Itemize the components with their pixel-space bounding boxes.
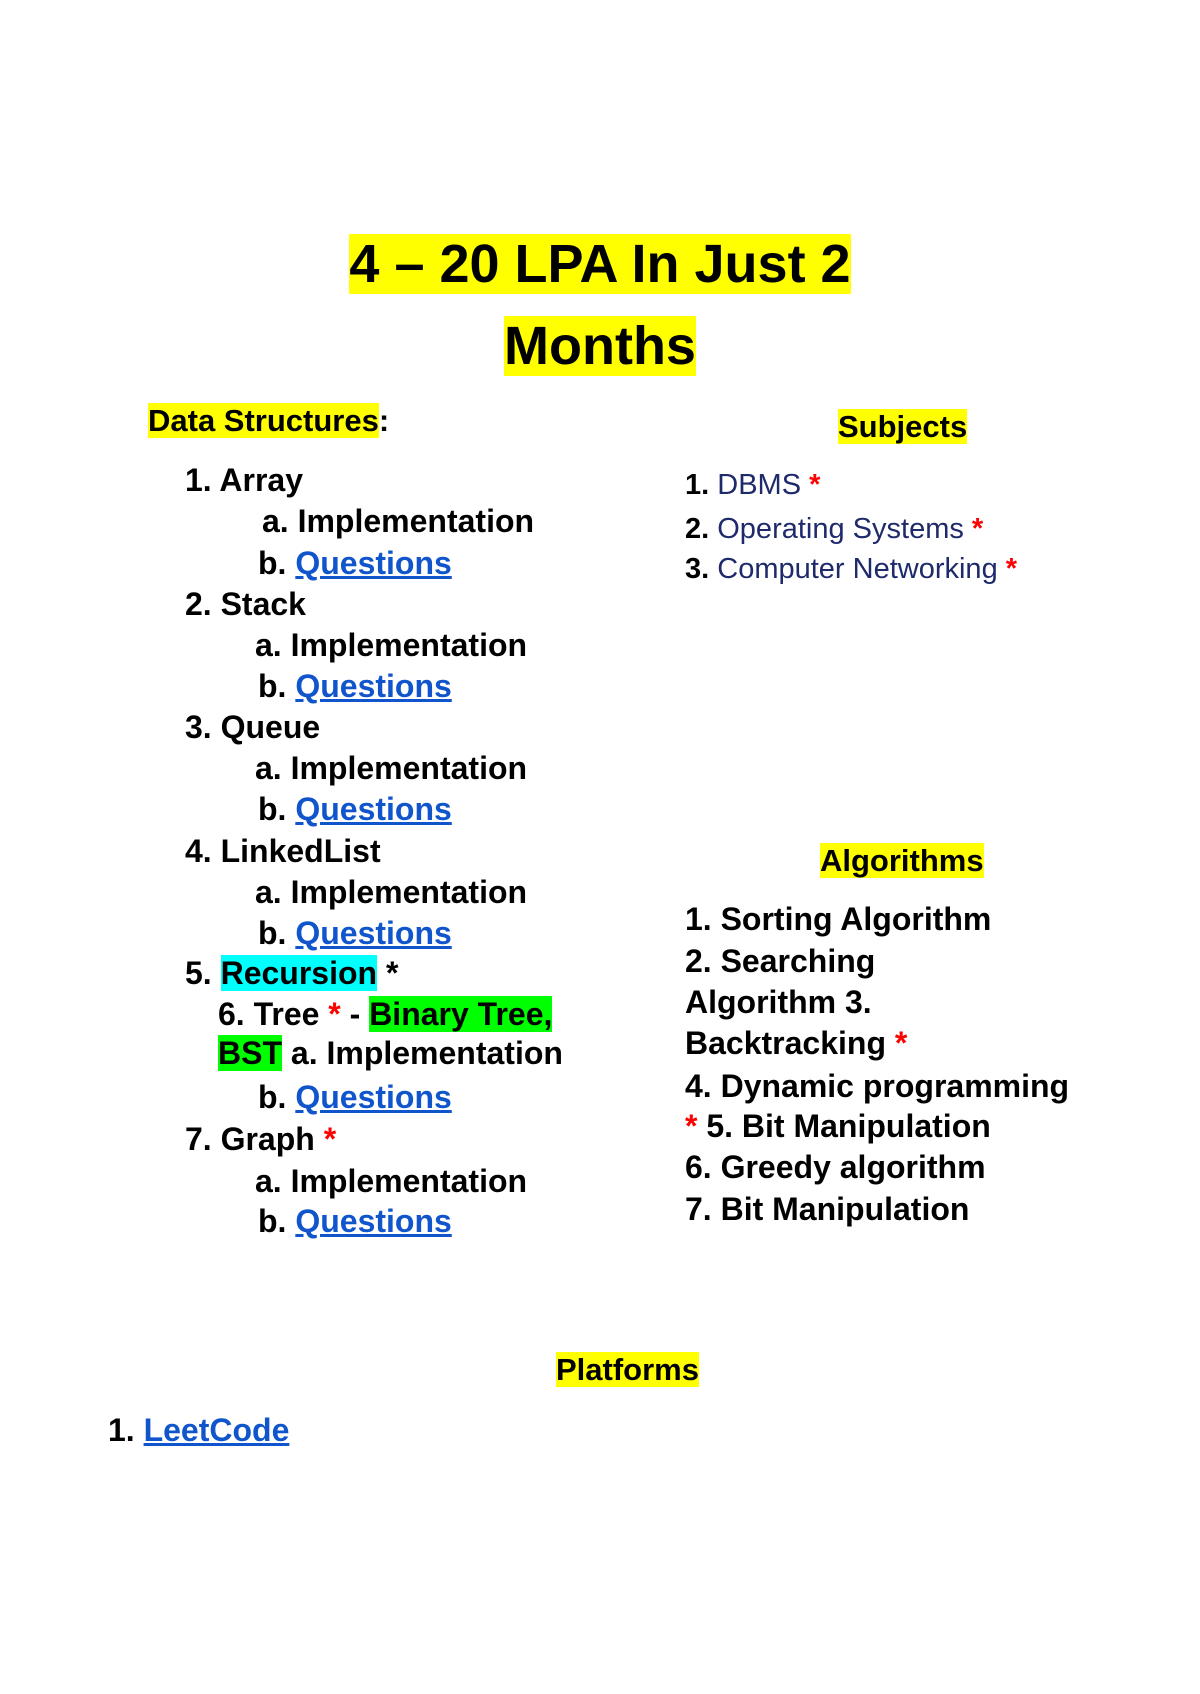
leetcode-link[interactable]: LeetCode [143, 1412, 290, 1448]
ds-item-graph: 7. Graph * [185, 1121, 337, 1157]
ds-tree-questions: b. Questions [258, 1079, 452, 1115]
star-marker: * [1005, 553, 1018, 585]
ds-queue-questions: b. Questions [258, 791, 452, 827]
title-line-1: 4 – 20 LPA In Just 2 [349, 234, 851, 294]
ds-linkedlist-questions: b. Questions [258, 915, 452, 951]
tree-questions-link[interactable]: Questions [295, 1079, 452, 1115]
ds-item-queue: 3. Queue [185, 709, 321, 745]
algorithm-line-3: Algorithm 3. [685, 984, 872, 1020]
star-marker: * [809, 469, 821, 501]
ds-queue-implementation: a. Implementation [255, 750, 528, 786]
algorithm-line-8: 7. Bit Manipulation [685, 1191, 970, 1227]
ds-stack-questions: b. Questions [258, 668, 452, 704]
ds-array-questions: b. Questions [258, 545, 452, 581]
subject-item-dbms: 1. DBMS * [685, 469, 821, 501]
subject-item-networking: 3. Computer Networking * [685, 553, 1018, 585]
ds-item-linkedlist: 4. LinkedList [185, 833, 381, 869]
star-marker: * [894, 1025, 908, 1061]
ds-item-array: 1. Array [185, 462, 303, 498]
stack-questions-link[interactable]: Questions [295, 668, 452, 704]
platforms-heading: Platforms [556, 1352, 699, 1387]
algorithm-line-5: 4. Dynamic programming [685, 1068, 1070, 1104]
ds-array-implementation: a. Implementation [262, 503, 535, 539]
data-structures-heading: Data Structures: [148, 403, 390, 438]
ds-linkedlist-implementation: a. Implementation [255, 874, 528, 910]
binary-tree-highlight: Binary Tree, [369, 996, 553, 1032]
algorithms-heading: Algorithms [820, 843, 984, 878]
title-line-2: Months [504, 316, 696, 376]
star-marker: * [971, 513, 984, 545]
recursion-highlight: Recursion [220, 955, 378, 991]
ds-item-stack: 2. Stack [185, 586, 306, 622]
star-marker: * [328, 996, 341, 1032]
subject-item-os: 2. Operating Systems * [685, 513, 984, 545]
ds-graph-questions: b. Questions [258, 1203, 452, 1239]
linkedlist-questions-link[interactable]: Questions [295, 915, 452, 951]
subjects-heading: Subjects [838, 409, 968, 444]
ds-tree-line-2: BST a. Implementation [218, 1035, 563, 1071]
ds-item-tree: 6. Tree * - Binary Tree, [218, 996, 553, 1032]
star-marker: * [323, 1121, 337, 1157]
ds-stack-implementation: a. Implementation [255, 627, 528, 663]
algorithm-line-4: Backtracking * [685, 1025, 908, 1061]
platform-item-leetcode: 1. LeetCode [108, 1412, 290, 1448]
ds-graph-implementation: a. Implementation [255, 1163, 528, 1199]
bst-highlight: BST [218, 1035, 282, 1071]
algorithm-line-7: 6. Greedy algorithm [685, 1149, 986, 1185]
queue-questions-link[interactable]: Questions [295, 791, 452, 827]
star-marker: * [685, 1108, 698, 1144]
algorithm-line-6: * 5. Bit Manipulation [685, 1108, 991, 1144]
algorithm-line-1: 1. Sorting Algorithm [685, 901, 992, 937]
array-questions-link[interactable]: Questions [295, 545, 452, 581]
ds-item-recursion: 5. Recursion * [185, 955, 399, 991]
graph-questions-link[interactable]: Questions [295, 1203, 452, 1239]
algorithm-line-2: 2. Searching [685, 943, 876, 979]
